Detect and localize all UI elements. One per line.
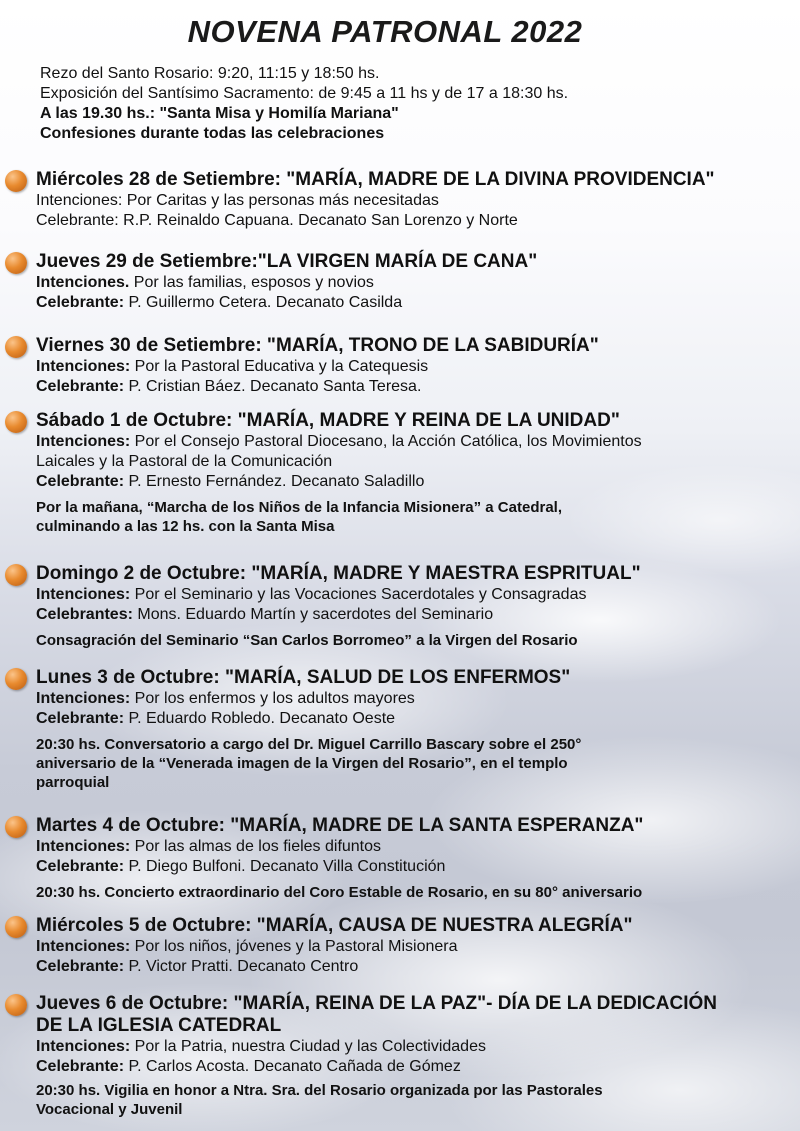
day-intenciones: Intenciones. Por las familias, esposos y novios [36,274,374,291]
day-celebrante: Celebrante: P. Cristian Báez. Decanato Santa Teresa. [36,378,422,395]
day-intenciones: Intenciones: Por los niños, jóvenes y la Pastoral Misionera [36,938,458,955]
orange-bullet-icon [5,564,27,586]
day-intenciones: Intenciones: Por el Seminario y las Vocaciones Sacerdotales y Consagradas [36,586,587,603]
day-item-3 [36,335,796,397]
orange-bullet-icon [5,668,27,690]
day-heading: Jueves 6 de Octubre: "MARÍA, REINA DE LA PAZ"- DÍA DE LA DEDICACIÓN [36,993,717,1014]
day-item-6 [36,667,796,792]
day-heading: Miércoles 28 de Setiembre: "MARÍA, MADRE DE LA DIVINA PROVIDENCIA" [36,169,715,190]
day-celebrante: Celebrante: P. Eduardo Robledo. Decanato Oeste [36,710,396,727]
day-intenciones-cont: Laicales y la Pastoral de la Comunicación [36,453,333,470]
orange-bullet-icon [5,916,27,938]
day-item-9 [36,993,796,1119]
day-note: 20:30 hs. Vigilia en honor a Ntra. Sra. del Rosario organizada por las Pastorales Vocacional y Juvenil [36,1082,603,1118]
day-intenciones: Intenciones: Por los enfermos y los adultos mayores [36,690,415,707]
day-celebrante: Celebrantes: Mons. Eduardo Martín y sacerdotes del Seminario [36,606,494,623]
day-celebrante: Celebrante: R.P. Reinaldo Capuana. Decanato San Lorenzo y Norte [36,212,518,229]
orange-bullet-icon [5,170,27,192]
day-intenciones: Intenciones: Por la Patria, nuestra Ciudad y las Colectividades [36,1038,486,1055]
day-heading: Lunes 3 de Octubre: "MARÍA, SALUD DE LOS ENFERMOS" [36,667,571,688]
day-item-7 [36,815,796,902]
page-title: NOVENA PATRONAL 2022 [187,14,583,49]
day-celebrante: Celebrante: P. Victor Pratti. Decanato Centro [36,958,359,975]
intro-exposicion: Exposición del Santísimo Sacramento: de 9:45 a 11 hs y de 17 a 18:30 hs. [40,85,569,102]
intro-rosario: Rezo del Santo Rosario: 9:20, 11:15 y 18:50 hs. [40,65,380,82]
day-intenciones: Intenciones: Por la Pastoral Educativa y la Catequesis [36,358,429,375]
intro-misa: A las 19.30 hs.: "Santa Misa y Homilía Mariana" [40,105,399,122]
day-heading: Sábado 1 de Octubre: "MARÍA, MADRE Y REINA DE LA UNIDAD" [36,410,620,431]
day-item-8 [36,915,796,977]
day-celebrante: Celebrante: P. Carlos Acosta. Decanato Cañada de Gómez [36,1058,461,1075]
day-item-5 [36,563,796,650]
day-note: 20:30 hs. Conversatorio a cargo del Dr. Miguel Carrillo Bascary sobre el 250° aniversario de la “Venerada imagen de la Virgen del Rosario”, en el templo parroquial [36,736,582,791]
day-heading: Jueves 29 de Setiembre:"LA VIRGEN MARÍA DE CANA" [36,251,538,272]
day-note: 20:30 hs. Concierto extraordinario del Coro Estable de Rosario, en su 80° aniversario [36,884,643,901]
day-item-1 [36,169,796,231]
day-celebrante: Celebrante: P. Guillermo Cetera. Decanato Casilda [36,294,403,311]
day-heading: Domingo 2 de Octubre: "MARÍA, MADRE Y MAESTRA ESPRITUAL" [36,563,641,584]
day-intenciones: Intenciones: Por las almas de los fieles difuntos [36,838,382,855]
intro-block [40,64,568,144]
orange-bullet-icon [5,411,27,433]
day-intenciones: Intenciones: Por el Consejo Pastoral Diocesano, la Acción Católica, los Movimientos [36,433,642,450]
day-item-4 [36,410,796,536]
day-celebrante: Celebrante: P. Diego Bulfoni. Decanato Villa Constitución [36,858,446,875]
orange-bullet-icon [5,252,27,274]
orange-bullet-icon [5,816,27,838]
day-heading-cont: DE LA IGLESIA CATEDRAL [36,1015,282,1036]
day-note: Consagración del Seminario “San Carlos Borromeo” a la Virgen del Rosario [36,632,578,649]
orange-bullet-icon [5,994,27,1016]
day-item-2 [36,251,796,313]
day-heading: Miércoles 5 de Octubre: "MARÍA, CAUSA DE NUESTRA ALEGRÍA" [36,915,633,936]
day-heading: Viernes 30 de Setiembre: "MARÍA, TRONO DE LA SABIDURÍA" [36,335,599,356]
day-celebrante: Celebrante: P. Ernesto Fernández. Decanato Saladillo [36,473,425,490]
intro-confesiones: Confesiones durante todas las celebraciones [40,125,385,142]
day-heading: Martes 4 de Octubre: "MARÍA, MADRE DE LA SANTA ESPERANZA" [36,815,644,836]
day-note: Por la mañana, “Marcha de los Niños de la Infancia Misionera” a Catedral, culminando a las 12 hs. con la Santa Misa [36,499,562,535]
orange-bullet-icon [5,336,27,358]
day-intenciones: Intenciones: Por Caritas y las personas más necesitadas [36,192,439,209]
